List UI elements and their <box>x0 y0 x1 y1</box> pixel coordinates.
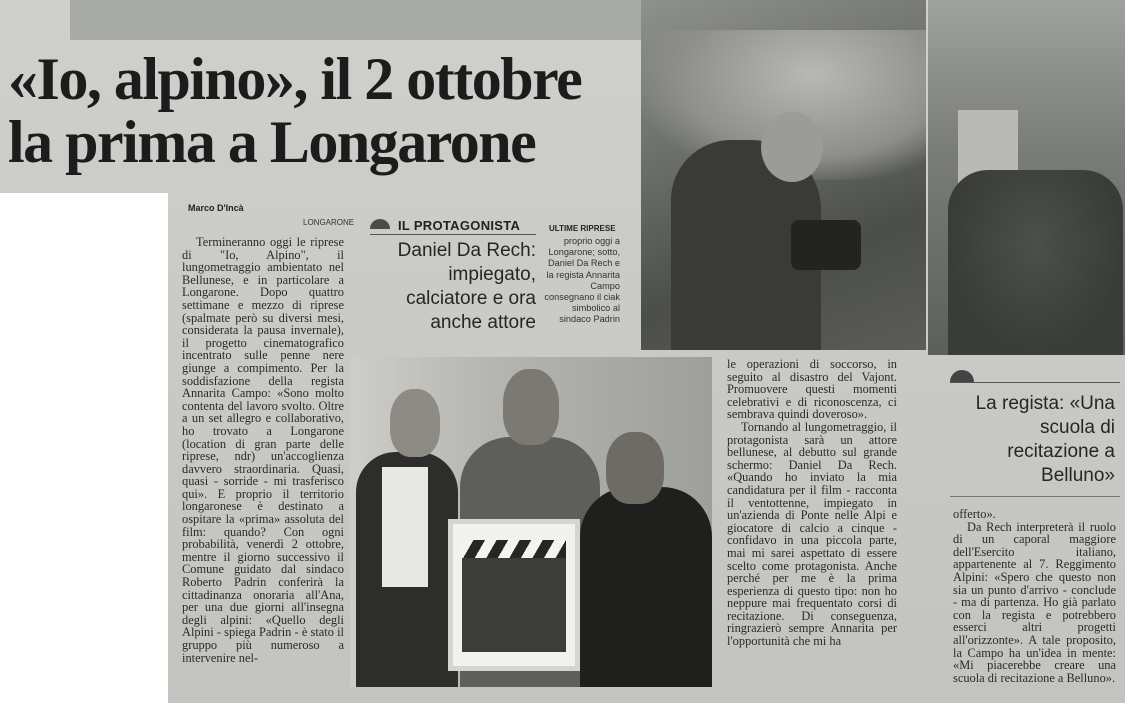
column-3-text-2: Da Rech interpreterà il ruolo di un caporal maggiore dell'Esercito italiano, appartenente al 7. Reggimento Alpini: «Spero che questo non sia un punto d'arrivo - conclude - ma di partenza. Ho già parlato con la regista e potrebbero esserci altri progetti all'orizzonte». A tale proposito, la Campo ha un'idea in mente: «Mi piacerebbe creare una scuola di recitazione a Belluno». <box>953 519 1116 685</box>
column-2-text-1: le operazioni di soccorso, in seguito al disastro del Vajont. Promuovere questi momenti celebrativi e di riconoscenza, ci sembrava quindi doveroso». <box>727 358 897 422</box>
photo-person-right-head <box>606 432 664 504</box>
caption-title: ULTIME RIPRESE <box>549 224 616 233</box>
blank-margin <box>0 193 168 703</box>
headline-line-1: «Io, alpino», il 2 ottobre <box>8 46 582 112</box>
clapperboard-stripes <box>462 540 566 558</box>
column-3-text-1: offerto». <box>953 508 996 521</box>
article-column-2 <box>727 358 897 696</box>
top-photo-strip <box>70 0 645 40</box>
dateline-location: LONGARONE <box>303 218 355 227</box>
headline-line-2: la prima a Longarone <box>8 109 536 175</box>
column-1-text: Termineranno oggi le riprese di "Io, Alpino", il lungometraggio ambientato nel Bellunese, e in particolare a Longarone. Dopo quattro settimane e mezzo di riprese (spalmate però su diversi mesi, considerata la pausa invernale), il progetto cinematografico incentrato sulle penne nere giunge a compimento. Per la soddisfazione della regista Annarita Campo: «Sono molto contenta del lavoro svolto. Oltre a un set allegro e collaborativo, ho trovato a Longarone (location di gran parte delle riprese, ndr) un'accoglienza davvero straordinaria. Quasi, quasi - sorride - mi trasferisco qui». E proprio il territorio longaronese è destinato a ospitare la «prima» assoluta del film: quando? Con ogni probabilità, venerdì 2 ottobre, mentre il giorno successivo il Comune guidato dal sindaco Roberto Padrin conferirà la cittadinanza onoraria all'Ana, per una due giorni all'insegna degli alpini: «Quello degli Alpini - spiega Padrin - è stato il gruppo più numeroso a intervenire nel- <box>182 236 344 665</box>
sidebar-kicker: IL PROTAGONISTA <box>398 218 521 233</box>
photo-set-crowd <box>928 0 1125 355</box>
column-2-text-2: Tornando al lungometraggio, il protagonista sarà un attore bellunese, al debutto sul grande schermo: Daniel Da Rech. «Quando ho inviato la mia candidatura per il film - racconta il ventottenne, impiegato in un'azienda di Ponte nelle Alpi e giocatore di calcio a cinque - confidavo in una piccola parte, mai mi sarei aspettato di essere scelto come protagonista. Anche perché per me è la prima esperienza di questo tipo: non ho neppure mai frequentato corsi di recitazione. Di conseguenza, ringrazierò sempre Annarita per l'opportunità che mi ha <box>727 419 897 649</box>
photo-cameraman-head <box>761 112 823 182</box>
article-column-1 <box>182 236 344 694</box>
headline <box>8 48 648 174</box>
section-rule <box>950 496 1120 497</box>
photo-person-left-head <box>390 389 440 457</box>
kicker-rule <box>370 234 536 235</box>
photo-crowd <box>948 170 1123 355</box>
sidebar-deck-director: La regista: «Una scuola di recitazione a Belluno» <box>975 393 1115 486</box>
caption-text: proprio oggi a Longarone; sotto, Daniel Da Rech e la regista Annarita Campo consegnano il ciak simbolico al sindaco Padrin <box>544 236 620 325</box>
camera-icon <box>791 220 861 270</box>
photo-clapperboard-handover <box>350 357 712 687</box>
byline: Marco D'Incà <box>188 203 244 213</box>
kicker-rule-2 <box>950 382 1120 383</box>
photo-filming-scene <box>641 0 926 350</box>
photo-person-right <box>580 487 712 687</box>
sidebar-deck-protagonist: Daniel Da Rech: impiegato, calciatore e ora anche attore <box>397 240 536 333</box>
photo-person-left-shirt <box>382 467 428 587</box>
article-column-3 <box>953 508 1116 700</box>
photo-person-center-head <box>503 369 559 445</box>
